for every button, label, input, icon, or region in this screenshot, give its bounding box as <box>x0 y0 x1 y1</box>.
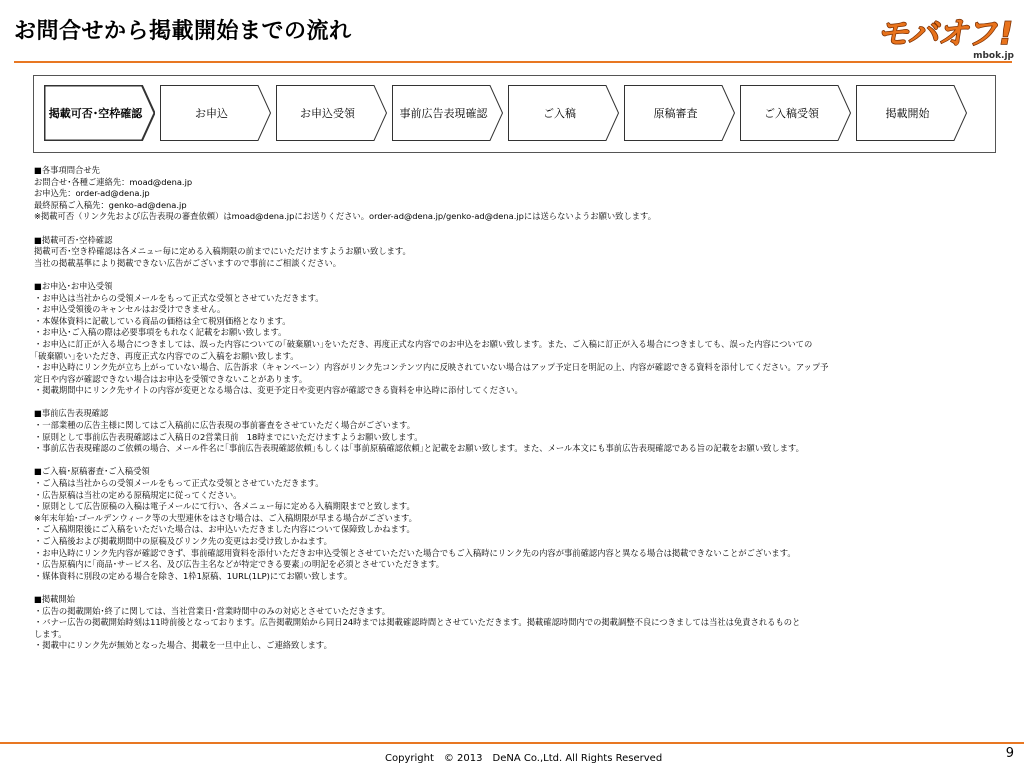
flow-step-label: 掲載開始 <box>885 107 930 120</box>
section-gap <box>34 582 914 594</box>
section-line: ・お申込受領後のキャンセルはお受けできません。 <box>34 304 226 315</box>
flow-chart <box>44 85 964 141</box>
section-line: ・お申込･ご入稿の際は必要事項をもれなく記載をお願い致します。 <box>34 327 287 338</box>
notes-body <box>34 165 914 652</box>
section-gap <box>34 223 914 235</box>
section-gap <box>34 455 914 467</box>
section-line: ・お申込時にリンク先内容が確認できず、事前確認用資料を添付いただきお申込受領とさせていただいた場合でもご入稿時にリンク先の内容が事前確認内容と異なる場合は掲載できないことがございます。 <box>34 547 796 558</box>
copyright-text: Copyright © 2013 DeNA Co.,Ltd. All Rights Reserved <box>385 753 663 764</box>
header-divider <box>14 61 1012 63</box>
page-number: 9 <box>1005 746 1014 761</box>
section-line: ・広告原稿内に｢商品･サービス名、及び広告主名などが特定できる要素｣の明記を必須とさせていただきます。 <box>34 559 445 570</box>
section-line: 最終原稿ご入稿先：genko-ad@dena.jp <box>34 199 187 210</box>
section-line: ・一部業種の広告主様に関してはご入稿前に広告表現の事前審査をさせていただく場合がございます。 <box>34 420 415 431</box>
section-line: ・原則として事前広告表現確認はご入稿日の2営業日前 18時までにいただけますようお願い致します。 <box>34 431 423 442</box>
section-heading: ■ご入稿･原稿審査･ご入稿受領 <box>34 466 150 477</box>
section-line: 掲載可否･空き枠確認は各メニュー毎に定める入稿期限の前までにいただけますようお願い致します。 <box>34 246 411 257</box>
section-line: ・事前広告表現確認のご依頼の場合、メール件名に｢事前広告表現確認依頼｣もしくは｢事前原稿確認依頼｣と記載をお願い致します。また、メール本文にも事前広告表現確認である旨の記載をお願い致します。 <box>34 443 804 454</box>
section-line: ・お申込に訂正が入る場合につきましては、誤った内容についての｢破棄願い｣をいただき、再度正式な内容でのお申込をお願い致します。また、ご入稿に訂正が入る場合につきましても、誤った内容についての <box>34 338 813 349</box>
section-line: ・掲載期間中にリンク先サイトの内容が変更となる場合は、変更予定日や変更内容が確認できる資料を申込時に添付してください。 <box>34 385 523 396</box>
section-line: ・掲載中にリンク先が無効となった場合、掲載を一旦中止し、ご連絡致します。 <box>34 640 332 651</box>
flow-step-label: お申込 <box>195 107 228 120</box>
flow-step <box>160 85 271 141</box>
flow-step <box>508 85 619 141</box>
section-line: お申込先：order-ad@dena.jp <box>34 188 150 199</box>
section-line: 定日や内容が確認できない場合はお申込を受領できないことがあります。 <box>34 373 308 384</box>
section-heading: ■お申込･お申込受領 <box>34 280 113 291</box>
footer-divider <box>0 742 1024 744</box>
section-line: ・バナー広告の掲載開始時刻は11時前後となっております。広告掲載開始から同日24時までは掲載確認時間とさせていただきます。掲載確認時間内での掲載調整不良につきましては当社は免責されるものと <box>34 617 801 628</box>
section-line: ※年末年始･ゴールデンウィーク等の大型連休をはさむ場合は、ご入稿期限が早まる場合がございます。 <box>34 512 417 523</box>
flow-step <box>44 85 155 141</box>
flow-step-label: ご入稿受領 <box>764 107 819 120</box>
section-line: ｢破棄願い｣をいただき、再度正式な内容でのご入稿をお願い致します。 <box>34 350 299 361</box>
section-line: ・ご入稿期限後にご入稿をいただいた場合は、お申込いただきました内容について保障致しかねます。 <box>34 524 415 535</box>
section-line: ・本媒体資料に記載している商品の価格は全て税別価格となります。 <box>34 315 291 326</box>
section-line: ・媒体資料に別段の定める場合を除き、1枠1原稿、1URL(1LP)にてお願い致します。 <box>34 570 353 581</box>
flow-step-label: 事前広告表現確認 <box>399 107 488 120</box>
flow-step <box>392 85 503 141</box>
flow-step <box>276 85 387 141</box>
flow-step <box>856 85 967 141</box>
flow-step <box>740 85 851 141</box>
section-gap <box>34 269 914 281</box>
flow-step-label: ご入稿 <box>543 107 576 120</box>
svg-text:モバオフ!: モバオフ! <box>876 16 1016 52</box>
section-heading: ■掲載開始 <box>34 593 76 604</box>
flow-step <box>624 85 735 141</box>
section-line: ・お申込時にリンク先が立ち上がっていない場合、広告訴求（キャンペーン）内容がリンク先コンテンツ内に反映されていない場合はアップ予定日を明記の上、内容が確認できる資料を添付してください。アップ予 <box>34 362 829 373</box>
svg-text:mbok.jp: mbok.jp <box>973 51 1014 61</box>
section-heading: ■事前広告表現確認 <box>34 408 109 419</box>
section-line: ・原則として広告原稿の入稿は電子メールにて行い、各メニュー毎に定める入稿期限までと致します。 <box>34 501 415 512</box>
section-line: ・お申込は当社からの受領メールをもって正式な受領とさせていただきます。 <box>34 292 324 303</box>
section-gap <box>34 397 914 409</box>
flow-step-label: 原稿審査 <box>653 107 698 120</box>
section-line: ・ご入稿は当社からの受領メールをもって正式な受領とさせていただきます。 <box>34 478 324 489</box>
flow-step-label: お申込受領 <box>300 107 355 120</box>
section-line: ・ご入稿後および掲載期間中の原稿及びリンク先の変更はお受け致しかねます。 <box>34 536 332 546</box>
section-line: ・広告原稿は当社の定める原稿規定に従ってください。 <box>34 489 242 500</box>
section-heading: ■各事項問合せ先 <box>34 165 100 175</box>
section-line: します。 <box>34 628 67 639</box>
flow-step-label: 掲載可否･空枠確認 <box>48 107 143 120</box>
mobaoku-logo <box>872 10 1018 62</box>
section-line: 当社の掲載基準により掲載できない広告がございますので事前にご相談ください。 <box>34 257 341 268</box>
section-heading: ■掲載可否･空枠確認 <box>34 234 113 245</box>
section-line: ※掲載可否（リンク先および広告表現の審査依頼）はmoad@dena.jpにお送りください。order-ad@dena.jp/genko-ad@dena.jpには送らないようお願い致します。 <box>34 211 656 222</box>
section-line: お問合せ･各種ご連絡先：moad@dena.jp <box>34 176 193 187</box>
section-line: ・広告の掲載開始･終了に関しては、当社営業日･営業時間中のみの対応とさせていただきます。 <box>34 605 391 616</box>
page-title: お問合せから掲載開始までの流れ <box>14 19 352 44</box>
